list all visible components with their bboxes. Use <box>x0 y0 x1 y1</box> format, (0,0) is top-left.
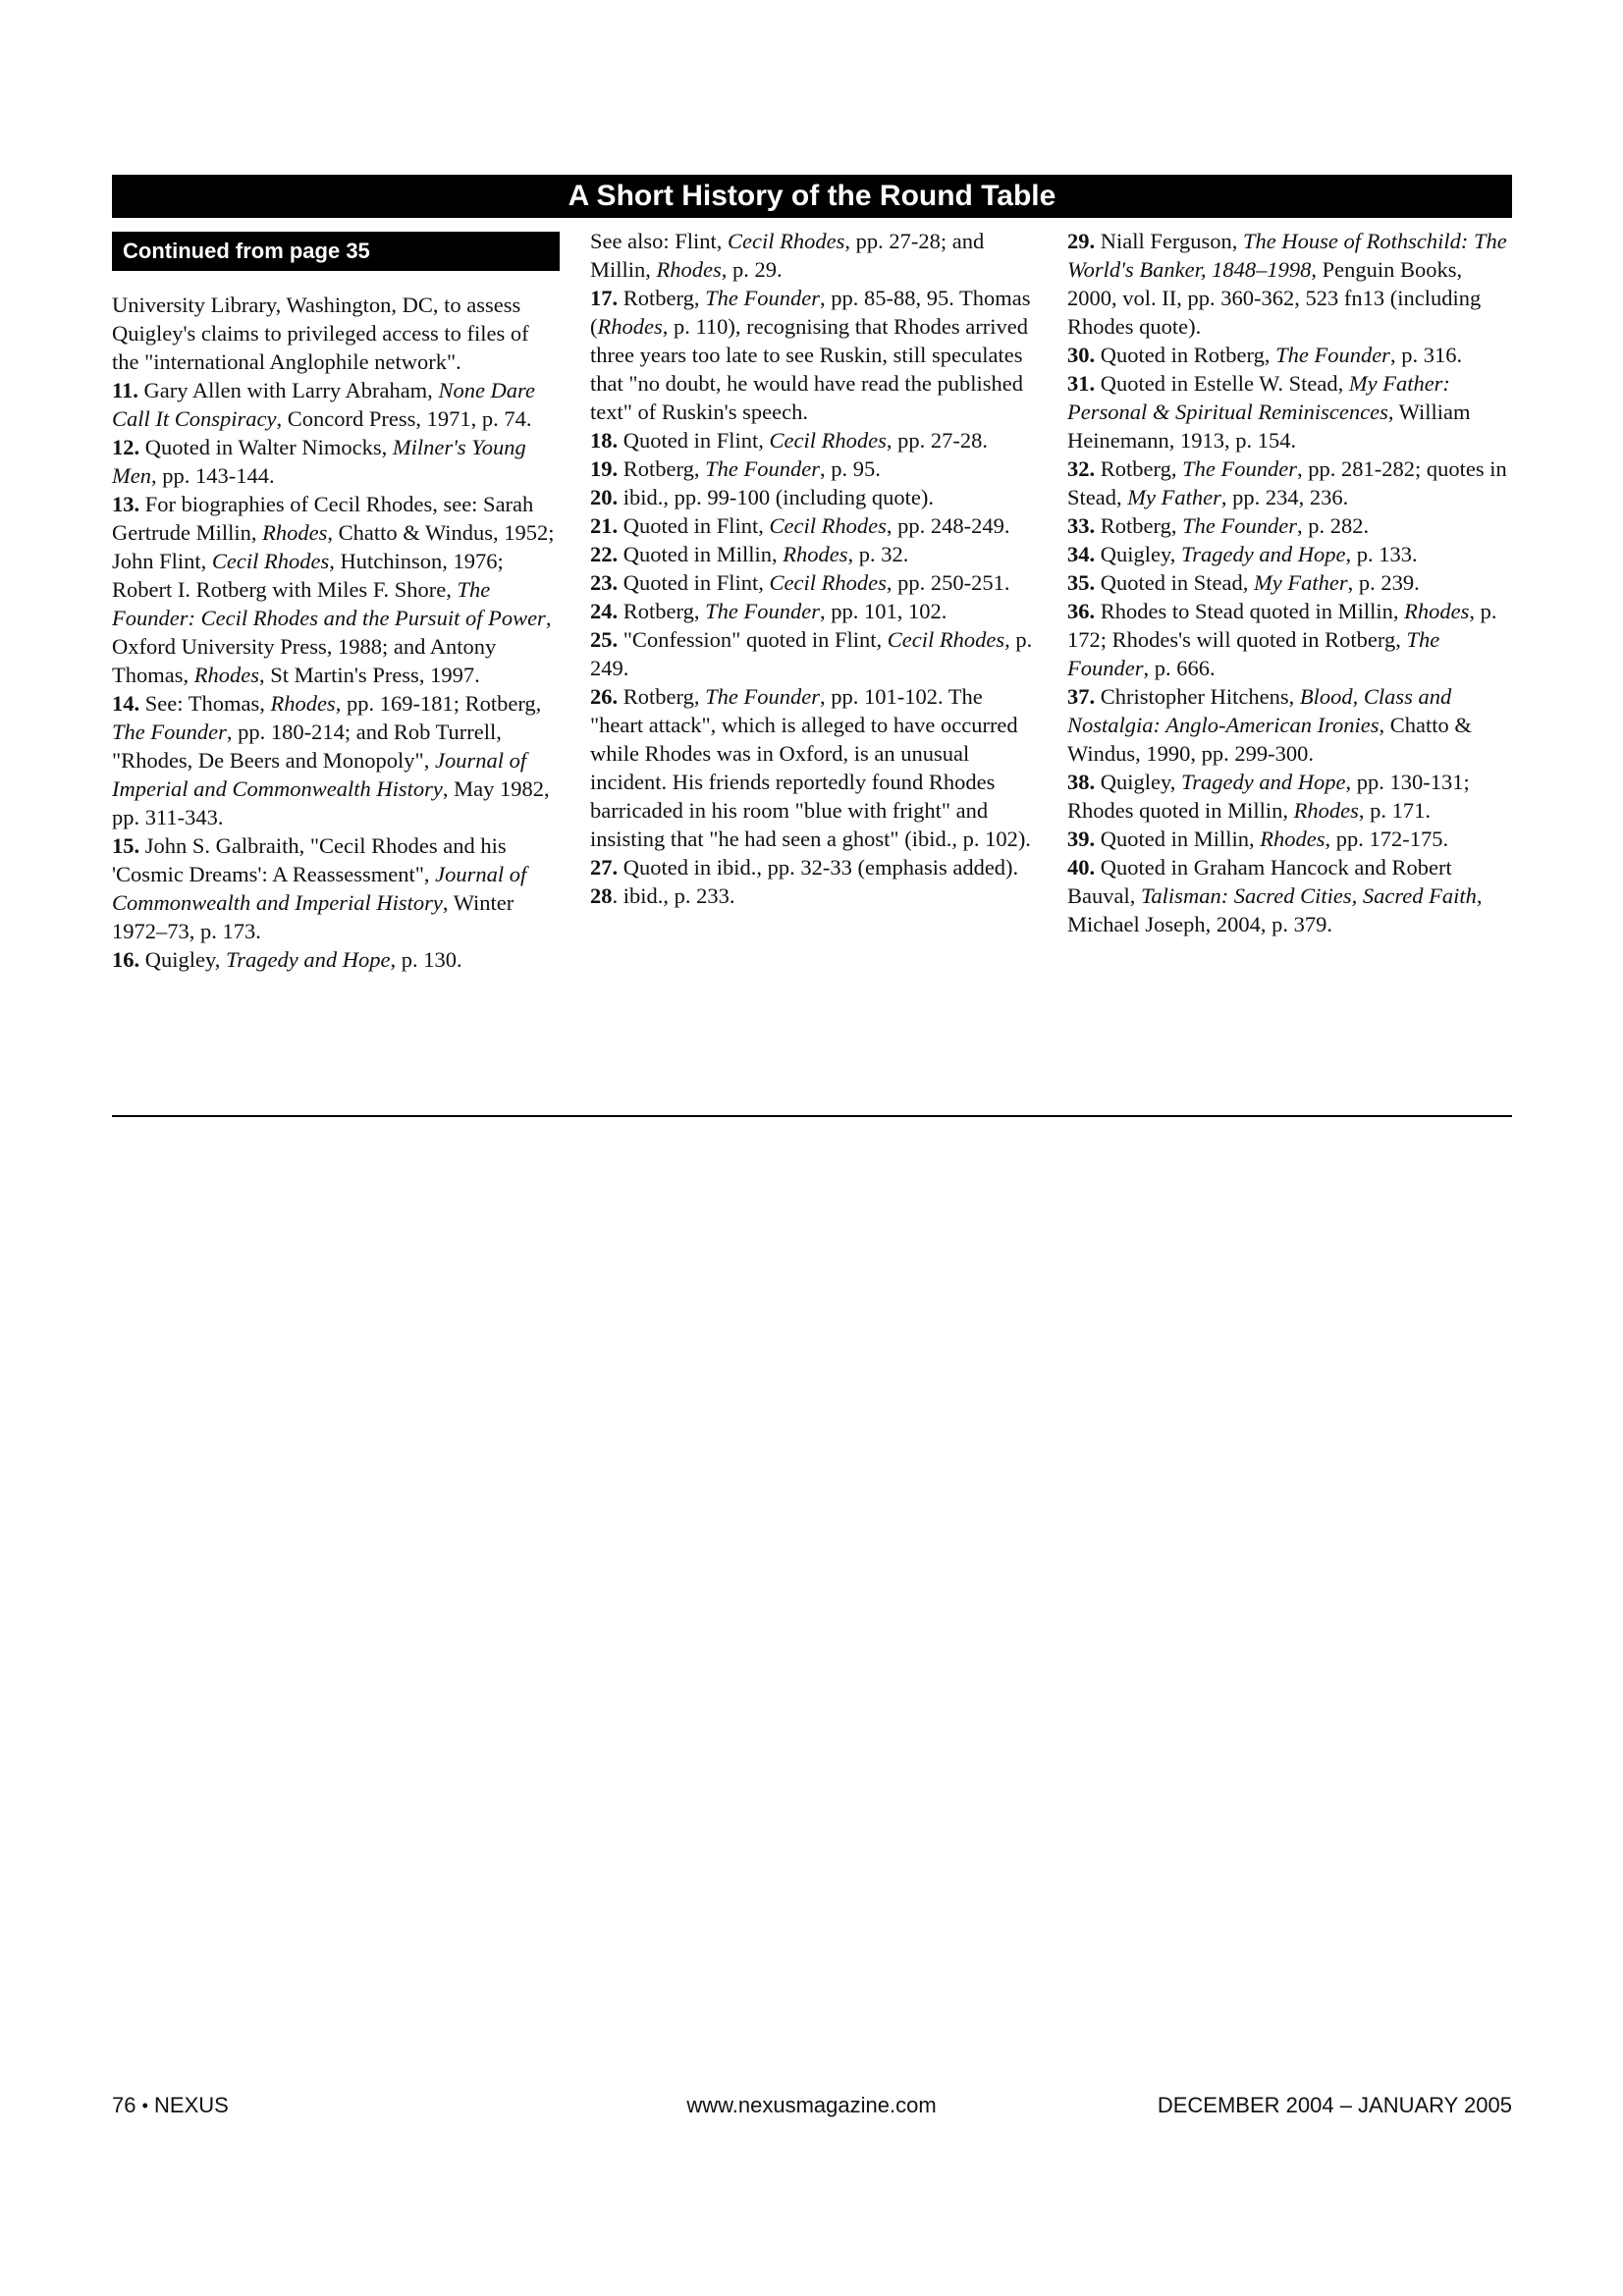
reference-entry <box>590 625 1037 682</box>
reference-text: , p. 171. <box>1358 798 1431 823</box>
reference-entry <box>112 433 560 490</box>
reference-entry <box>590 426 1037 454</box>
reference-entry <box>112 490 560 689</box>
reference-text: Quigley, <box>139 947 227 972</box>
reference-title-italic: The Founder <box>705 599 820 623</box>
magazine-name: NEXUS <box>154 2093 229 2117</box>
reference-title-italic: The Founder <box>1182 456 1297 481</box>
reference-title-italic: Blood, Class and Nostalgia: Anglo-American Ironies <box>1067 684 1452 737</box>
reference-number: 24. <box>590 599 619 623</box>
reference-entry <box>590 597 1037 625</box>
reference-entry <box>590 682 1037 853</box>
reference-number: 36. <box>1067 599 1096 623</box>
reference-number: 18. <box>590 428 619 453</box>
reference-number: 15. <box>112 833 140 858</box>
reference-text: Rotberg, <box>618 684 706 709</box>
reference-text: , p. 666. <box>1143 656 1216 680</box>
reference-title-italic: Rhodes <box>1404 599 1470 623</box>
reference-text: Quoted in Millin, <box>618 542 784 566</box>
reference-number: 29. <box>1067 229 1096 253</box>
reference-entry <box>1067 682 1512 768</box>
reference-number: 14. <box>112 691 140 716</box>
reference-text: Gary Allen with Larry Abraham, <box>137 378 439 402</box>
reference-title-italic: Cecil Rhodes <box>769 428 887 453</box>
issue-date: DECEMBER 2004 – JANUARY 2005 <box>1157 2093 1512 2117</box>
reference-title-italic: Tragedy and Hope <box>1181 542 1346 566</box>
reference-number: 12. <box>112 435 140 459</box>
reference-text: , pp. 143-144. <box>150 463 275 488</box>
reference-number: 23. <box>590 570 619 595</box>
reference-number: 25. <box>590 627 619 652</box>
reference-entry <box>1067 597 1512 682</box>
reference-entry <box>1067 825 1512 853</box>
reference-title-italic: The House of Rothschild: The World's Banker, 1848–1998 <box>1067 229 1507 282</box>
reference-entry <box>590 511 1037 540</box>
reference-number: 20. <box>590 485 619 509</box>
reference-text: Quoted in Millin, <box>1095 827 1261 851</box>
reference-title-italic: Rhodes <box>1260 827 1325 851</box>
reference-title-italic: The Founder <box>1275 343 1390 367</box>
reference-entry <box>590 568 1037 597</box>
reference-number: 31. <box>1067 371 1096 396</box>
reference-entry <box>1067 853 1512 938</box>
reference-title-italic: The Founder <box>705 684 820 709</box>
reference-number: 19. <box>590 456 619 481</box>
reference-text: Rotberg, <box>618 286 706 310</box>
reference-title-italic: Rhodes <box>270 691 336 716</box>
reference-text: , pp. 130-131; Rhodes quoted in Millin, <box>1067 770 1470 823</box>
reference-title-italic: Cecil Rhodes <box>211 549 330 573</box>
reference-number: 17. <box>590 286 619 310</box>
reference-number: 39. <box>1067 827 1096 851</box>
reference-number: 40. <box>1067 855 1096 880</box>
reference-text: "Confession" quoted in Flint, <box>618 627 888 652</box>
reference-number: 22. <box>590 542 619 566</box>
reference-entry <box>1067 454 1512 511</box>
page-number: 76 <box>112 2093 136 2117</box>
website-link[interactable]: www.nexusmagazine.com <box>686 2093 937 2117</box>
reference-entry <box>1067 540 1512 568</box>
reference-text: , pp. 27-28; and Millin, <box>590 229 985 282</box>
reference-number: 35. <box>1067 570 1096 595</box>
reference-entry <box>1067 511 1512 540</box>
reference-title-italic: My Father <box>1253 570 1348 595</box>
reference-text: , Chatto & Windus, 1952; John Flint, <box>112 520 555 573</box>
reference-text: Quoted in Flint, <box>618 513 770 538</box>
reference-entry <box>112 376 560 433</box>
reference-text: , Hutchinson, 1976; Robert I. Rotberg with Miles F. Shore, <box>112 549 504 602</box>
reference-text: Rotberg, <box>1095 513 1183 538</box>
reference-number: 30. <box>1067 343 1096 367</box>
reference-text: , pp. 248-249. <box>886 513 1010 538</box>
reference-text: Quoted in Rotberg, <box>1095 343 1276 367</box>
reference-number: 27. <box>590 855 619 880</box>
reference-text: , Oxford University Press, 1988; and Antony Thomas, <box>112 606 552 687</box>
reference-title-italic: Rhodes <box>783 542 848 566</box>
continued-from-text: Continued from page 35 <box>123 239 370 263</box>
reference-text: , pp. 101, 102. <box>819 599 947 623</box>
references-column-1 <box>112 291 560 974</box>
reference-title-italic: Cecil Rhodes <box>728 229 845 253</box>
reference-text: Quoted in Walter Nimocks, <box>139 435 393 459</box>
reference-entry <box>590 284 1037 426</box>
reference-text: University Library, Washington, DC, to assess Quigley's claims to privileged access to files of the "international Anglophile network". <box>112 293 529 374</box>
reference-entry <box>1067 568 1512 597</box>
reference-entry <box>112 831 560 945</box>
reference-text: , Concord Press, 1971, p. 74. <box>276 406 532 431</box>
reference-title-italic: My Father: Personal & Spiritual Reminiscences <box>1067 371 1450 424</box>
reference-title-italic: Journal of Imperial and Commonwealth History <box>112 748 527 801</box>
reference-title-italic: The Founder <box>705 456 820 481</box>
reference-entry <box>590 483 1037 511</box>
reference-text: , St Martin's Press, 1997. <box>259 663 480 687</box>
reference-number: 38. <box>1067 770 1096 794</box>
reference-title-italic: The Founder <box>1182 513 1297 538</box>
reference-number: 28 <box>590 883 613 908</box>
reference-text: , pp. 234, 236. <box>1220 485 1349 509</box>
reference-text: , Michael Joseph, 2004, p. 379. <box>1067 883 1483 936</box>
reference-title-italic: The Founder <box>1067 627 1440 680</box>
reference-title-italic: Milner's Young Men <box>112 435 526 488</box>
reference-title-italic: My Father <box>1127 485 1221 509</box>
reference-text: , pp. 85-88, 95. Thomas ( <box>590 286 1031 339</box>
reference-text: , p. 130. <box>390 947 462 972</box>
reference-text: , p. 29. <box>721 257 783 282</box>
reference-text: , p. 316. <box>1389 343 1463 367</box>
reference-text: Quigley, <box>1095 542 1182 566</box>
reference-title-italic: Rhodes <box>262 520 328 545</box>
reference-entry <box>590 227 1037 284</box>
reference-entry <box>112 689 560 831</box>
reference-number: 11. <box>112 378 138 402</box>
reference-title-italic: Rhodes <box>193 663 259 687</box>
reference-text: ibid., pp. 99-100 (including quote). <box>618 485 934 509</box>
reference-text: , pp. 169-181; Rotberg, <box>335 691 542 716</box>
reference-title-italic: Rhodes <box>597 314 663 339</box>
reference-text: John S. Galbraith, "Cecil Rhodes and his 'Cosmic Dreams': A Reassessment", <box>112 833 507 886</box>
reference-title-italic: Tragedy and Hope <box>1181 770 1346 794</box>
reference-text: , pp. 27-28. <box>886 428 988 453</box>
reference-number: 33. <box>1067 513 1096 538</box>
reference-text: Christopher Hitchens, <box>1095 684 1300 709</box>
reference-title-italic: Rhodes <box>1293 798 1359 823</box>
reference-entry <box>1067 227 1512 341</box>
reference-text: , pp. 180-214; and Rob Turrell, "Rhodes, De Beers and Monopoly", <box>112 720 502 773</box>
reference-title-italic: The Founder <box>705 286 820 310</box>
reference-text: , p. 95. <box>819 456 881 481</box>
reference-text: For biographies of Cecil Rhodes, see: Sarah Gertrude Millin, <box>112 492 534 545</box>
reference-number: 34. <box>1067 542 1096 566</box>
reference-entry <box>590 853 1037 881</box>
reference-title-italic: The Founder: Cecil Rhodes and the Pursuit of Power <box>112 577 546 630</box>
references-column-3 <box>1067 227 1512 938</box>
reference-text: , Winter 1972–73, p. 173. <box>112 890 514 943</box>
reference-text: Rotberg, <box>618 599 706 623</box>
reference-entry <box>112 945 560 974</box>
reference-text: Quoted in ibid., pp. 32-33 (emphasis added). <box>618 855 1019 880</box>
reference-text: Quoted in Flint, <box>618 570 770 595</box>
reference-text: Rotberg, <box>1095 456 1183 481</box>
reference-title-italic: Tragedy and Hope <box>226 947 391 972</box>
reference-text: See: Thomas, <box>139 691 271 716</box>
reference-number: 26. <box>590 684 619 709</box>
reference-entry <box>590 540 1037 568</box>
reference-text: Quoted in Graham Hancock and Robert Bauval, <box>1067 855 1452 908</box>
reference-text: Rotberg, <box>618 456 706 481</box>
reference-text: , pp. 101-102. The "heart attack", which is alleged to have occurred while Rhodes was in Oxford, is an unusual incident. His friends reportedly found Rhodes barricaded in his room "blue with fright" and insisting that "he had seen a ghost" (ibid., p. 102). <box>590 684 1031 851</box>
reference-title-italic: Cecil Rhodes <box>769 513 887 538</box>
reference-text: . ibid., p. 233. <box>612 883 735 908</box>
reference-entry <box>1067 768 1512 825</box>
reference-text: , p. 133. <box>1345 542 1418 566</box>
reference-title-italic: The Founder <box>112 720 227 744</box>
reference-text: , May 1982, pp. 311-343. <box>112 776 550 829</box>
reference-title-italic: Journal of Commonwealth and Imperial History <box>112 862 527 915</box>
reference-entry <box>590 454 1037 483</box>
reference-text: , Penguin Books, 2000, vol. II, pp. 360-362, 523 fn13 (including Rhodes quote). <box>1067 257 1482 339</box>
reference-text: , Chatto & Windus, 1990, pp. 299-300. <box>1067 713 1472 766</box>
reference-entry <box>112 291 560 376</box>
reference-title-italic: Talisman: Sacred Cities, Sacred Faith <box>1140 883 1477 908</box>
reference-text: Quoted in Flint, <box>618 428 770 453</box>
section-title-banner <box>112 175 1512 218</box>
reference-entry <box>590 881 1037 910</box>
reference-number: 32. <box>1067 456 1096 481</box>
reference-text: , p. 282. <box>1296 513 1370 538</box>
reference-text: , p. 239. <box>1347 570 1420 595</box>
continued-from-label <box>112 232 560 271</box>
reference-number: 37. <box>1067 684 1096 709</box>
reference-text: Niall Ferguson, <box>1095 229 1243 253</box>
references-column-2 <box>590 227 1037 910</box>
reference-text: , William Heinemann, 1913, p. 154. <box>1067 400 1471 453</box>
reference-text: See also: Flint, <box>590 229 728 253</box>
bullet-separator: • <box>141 2096 148 2115</box>
reference-text: , p. 249. <box>590 627 1033 680</box>
reference-entry <box>1067 369 1512 454</box>
section-title: A Short History of the Round Table <box>568 180 1056 212</box>
reference-text: , p. 32. <box>847 542 909 566</box>
reference-title-italic: Rhodes <box>656 257 722 282</box>
reference-text: , pp. 250-251. <box>886 570 1010 595</box>
reference-text: , p. 172; Rhodes's will quoted in Rotberg, <box>1067 599 1497 652</box>
reference-text: , pp. 172-175. <box>1325 827 1449 851</box>
reference-text: , pp. 281-282; quotes in Stead, <box>1067 456 1507 509</box>
reference-text: , p. 110), recognising that Rhodes arrived three years too late to see Ruskin, still speculates that "no doubt, he would have read the published text" of Ruskin's speech. <box>590 314 1028 424</box>
reference-title-italic: None Dare Call It Conspiracy <box>112 378 535 431</box>
reference-number: 13. <box>112 492 140 516</box>
reference-number: 21. <box>590 513 619 538</box>
footer-issue <box>1158 2091 1512 2120</box>
column-end-rule <box>112 1115 1512 1117</box>
reference-number: 16. <box>112 947 140 972</box>
reference-text: Quoted in Estelle W. Stead, <box>1095 371 1349 396</box>
reference-text: Rhodes to Stead quoted in Millin, <box>1095 599 1405 623</box>
reference-title-italic: Cecil Rhodes <box>769 570 887 595</box>
reference-text: Quoted in Stead, <box>1095 570 1254 595</box>
reference-text: Quigley, <box>1095 770 1182 794</box>
reference-entry <box>1067 341 1512 369</box>
reference-title-italic: Cecil Rhodes <box>887 627 1005 652</box>
